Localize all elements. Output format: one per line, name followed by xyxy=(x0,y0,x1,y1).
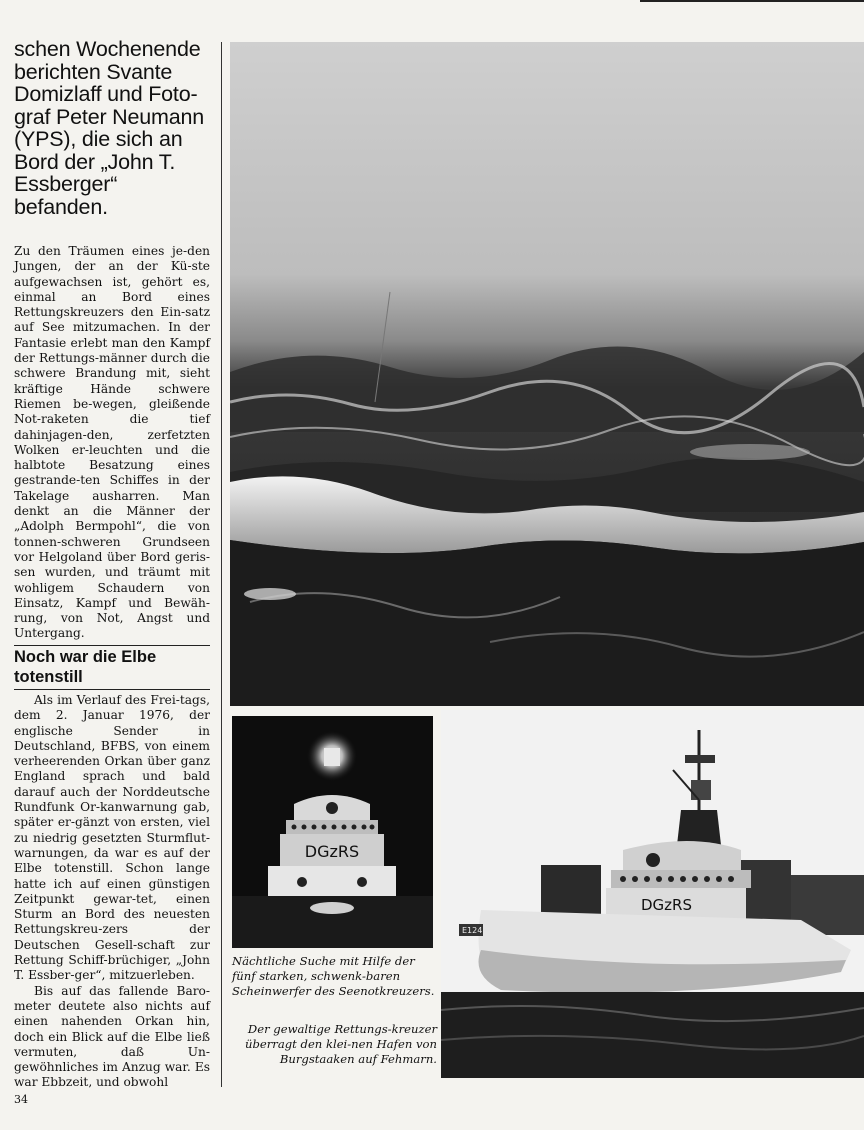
section-body xyxy=(14,693,210,1091)
ship-harbour-photo xyxy=(441,710,864,1078)
lead-paragraph: schen Wochenende berichten Svante Domizlaff und Foto-graf Peter Neumann (YPS), die sich an Bord der „John T. Essberger“ befanden. xyxy=(14,37,205,219)
column-divider xyxy=(221,42,222,1087)
page-number: 34 xyxy=(14,1093,28,1106)
night-hull-lettering: DGzRS xyxy=(304,842,360,861)
ship-hull-lettering: DGzRS xyxy=(641,896,692,914)
night-search-photo xyxy=(232,716,433,948)
section-paragraph-2: Bis auf das fallende Baro-meter deutete also nichts auf einen nahenden Orkan hin, doch ein Blick auf die Elbe ließ vermuten, daß Un-gewöhnliches im Anzug war. Es war Ebbzeit, und obwohl xyxy=(14,983,210,1090)
section-paragraph-1: Als im Verlauf des Frei-tags, dem 2. Januar 1976, der englische Sender in Deutschland, BFBS, von einem verheerenden Orkan über ganz England sprach und bald darauf auch der Norddeutsche Rundfunk Or-kanwarnung gab, später er-gänzt von ersten, viel zu niedrig gesetzten Sturmflut-warnungen, da war es auf der Elbe totenstill. Schon lange hatte ich auf einen günstigen Zeitpunkt gewar-tet, einen Sturm an Bord des neuesten Rettungskreu-zers der Deutschen Gesell-schaft zur Rettung Schiff-brüchiger, „John T. Essber-ger“, mitzuerleben. xyxy=(14,693,210,983)
lead-paragraph-block xyxy=(14,38,210,218)
night-search-caption: Nächtliche Suche mit Hilfe der fünf starken, schwenk-baren Scheinwerfer des Seenotkreuzers. xyxy=(232,954,435,998)
bow-number: E124 xyxy=(462,926,483,935)
intro-paragraph: Zu den Träumen eines je-den Jungen, der an der Kü-ste aufgewachsen ist, gehört es, einmal an Bord eines Rettungskreuzers den Ein-satz auf See mitzumachen. In der Fantasie erlebt man den Kampf der Rettungs-männer durch die schwere Brandung mit, sieht kräftige Hände schwere Riemen be-wegen, gleißende Not-raketen die tief dahinjagen-den, zerfetzten Wolken er-leuchten und die halbtote Besatzung eines gestrande-ten Schiffes in der Takelage ausharren. Man denkt an die Männer der „Adolph Bermpohl“, die von tonnen-schweren Grundseen vor Helgoland über Bord geris-sen wurden, und träumt mit wohligem Schaudern von Einsatz, Kampf und Bewäh-rung, von Not, Angst und Untergang. xyxy=(14,244,210,641)
subhead-rule-bottom xyxy=(14,689,210,690)
subhead-rule-top xyxy=(14,645,210,646)
section-subheading: Noch war die Elbe totenstill xyxy=(14,648,157,686)
intro-block xyxy=(14,244,210,642)
storm-sea-photo xyxy=(230,42,864,706)
ship-harbour-caption: Der gewaltige Rettungs-kreuzer überragt den klei-nen Hafen von Burgstaaken auf Fehmarn. xyxy=(245,1022,437,1066)
top-rule xyxy=(640,0,864,2)
